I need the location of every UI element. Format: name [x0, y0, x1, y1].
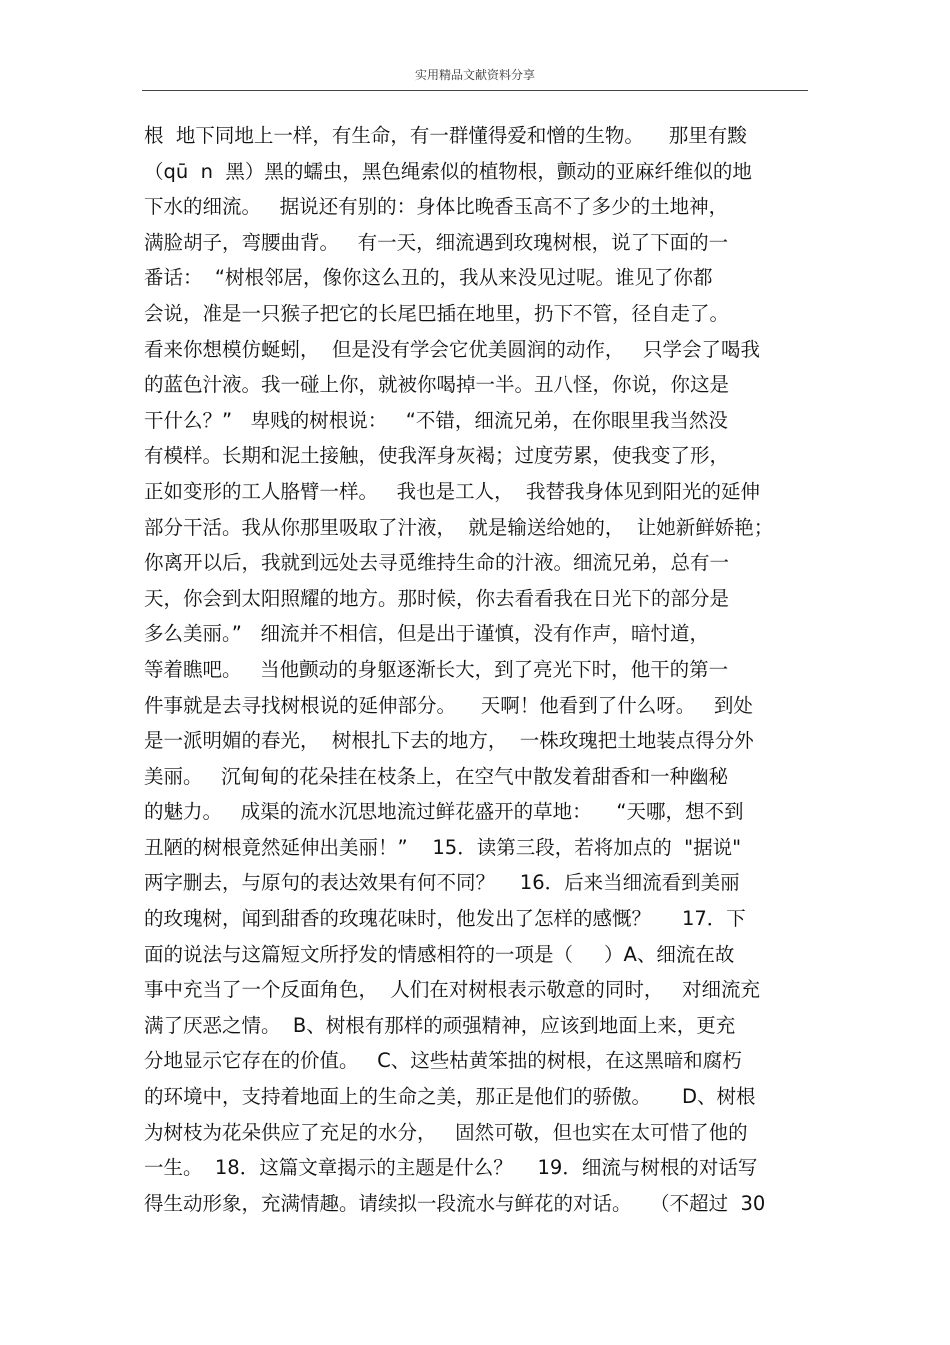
text-line: 下水的细流。 据说还有别的：身体比晚香玉高不了多少的土地神， [144, 195, 729, 219]
text-line: 件事就是去寻找树根说的延伸部分。 天啊！他看到了什么呀。 到处 [144, 693, 753, 717]
text-line: 的魅力。 成渠的流水沉思地流过鲜花盛开的草地： “天哪，想不到 [144, 800, 744, 824]
text-line: 番话： “树根邻居，像你这么丑的，我从来没见过呢。谁见了你都 [144, 266, 713, 290]
text-line: （qū n 黑）黑的蠕虫，黑色绳索似的植物根，颤动的亚麻纤维似的地 [144, 159, 752, 183]
text-line: 的玫瑰树，闻到甜香的玫瑰花味时，他发出了怎样的感慨？ 17．下 [144, 907, 746, 931]
text-line: 的蓝色汁液。我一碰上你，就被你喝掉一半。丑八怪，你说，你这是 [144, 373, 730, 397]
text-line: 满脸胡子，弯腰曲背。 有一天，细流遇到玫瑰树根，说了下面的一 [144, 230, 729, 254]
header-divider [142, 90, 808, 91]
text-line: 干什么？” 卑贱的树根说： “不错，细流兄弟，在你眼里我当然没 [144, 408, 728, 432]
text-line: 丑陋的树根竟然延伸出美丽！” 15．读第三段，若将加点的 "据说" [144, 835, 742, 859]
text-line: 一生。 18．这篇文章揭示的主题是什么？ 19．细流与树根的对话写 [144, 1156, 758, 1180]
text-line: 两字删去，与原句的表达效果有何不同？ 16．后来当细流看到美丽 [144, 871, 740, 895]
text-line: 部分干活。我从你那里吸取了汁液， 就是输送给她的， 让她新鲜娇艳； [144, 515, 774, 539]
text-line: 等着瞧吧。 当他颤动的身躯逐渐长大，到了亮光下时，他干的第一 [144, 657, 729, 681]
text-line: 为树枝为花朵供应了充足的水分， 固然可敬，但也实在太可惜了他的 [144, 1120, 748, 1144]
text-line: 正如变形的工人胳臂一样。 我也是工人， 我替我身体见到阳光的延伸 [144, 479, 760, 503]
text-line: 分地显示它存在的价值。 C、这些枯黄笨拙的树根，在这黑暗和腐朽 [144, 1049, 742, 1073]
text-line: 你离开以后，我就到远处去寻觅维持生命的汁液。细流兄弟，总有一 [144, 551, 730, 575]
text-line: 看来你想模仿蜒蚓， 但是没有学会它优美圆润的动作， 只学会了喝我 [144, 337, 760, 361]
text-line: 的环境中，支持着地面上的生命之美，那正是他们的骄傲。 D、树根 [144, 1085, 756, 1109]
text-line: 根 地下同地上一样，有生命，有一群懂得爱和憎的生物。 那里有黢 [144, 124, 747, 147]
text-line: 有模样。长期和泥土接触，使我浑身灰褐；过度劳累，使我变了形， [144, 444, 730, 468]
text-line: 美丽。 沉甸甸的花朵挂在枝条上，在空气中散发着甜香和一种幽秘 [144, 764, 729, 788]
text-line: 多么美丽。” 细流并不相信，但是出于谨慎，没有作声，暗忖道， [144, 622, 709, 646]
page-header-title: 实用精品文献资料分享 [414, 68, 535, 82]
text-line: 满了厌恶之情。 B、树根有那样的顽强精神，应该到地面上来，更充 [144, 1013, 736, 1037]
text-line: 得生动形象，充满情趣。请续拟一段流水与鲜花的对话。 （不超过 30 [144, 1191, 766, 1215]
text-line: 面的说法与这篇短文所抒发的情感相符的一项是（ ）A、细流在故 [144, 942, 735, 966]
text-line: 是一派明媚的春光， 树根扎下去的地方， 一株玫瑰把土地装点得分外 [144, 729, 754, 753]
text-line: 事中充当了一个反面角色， 人们在对树根表示敬意的同时， 对细流充 [144, 978, 760, 1002]
document-body [144, 118, 824, 1221]
text-line: 会说，准是一只猴子把它的长尾巴插在地里，扔下不管，径自走了。 [144, 301, 730, 325]
text-line: 天，你会到太阳照耀的地方。那时候，你去看看我在日光下的部分是 [144, 586, 730, 610]
